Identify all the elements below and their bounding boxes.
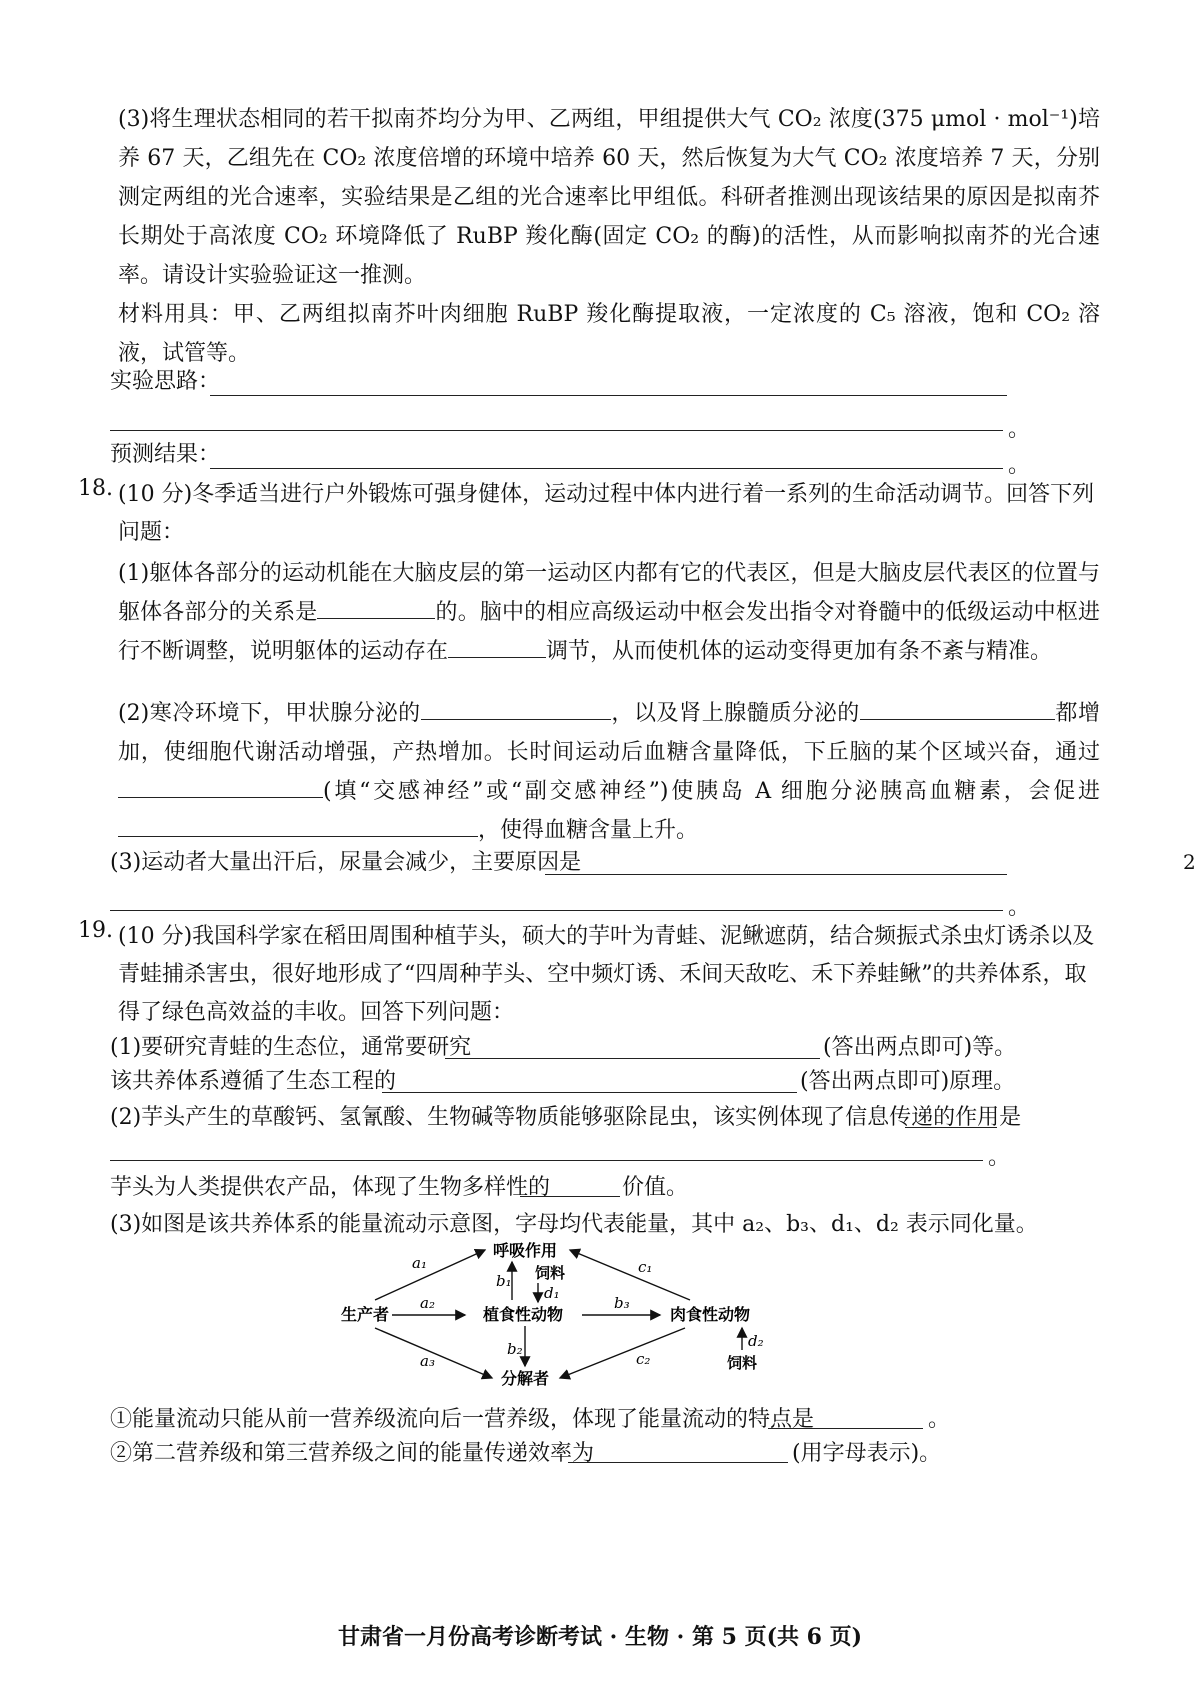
label-a2: a₂ bbox=[420, 1294, 435, 1312]
answer-line[interactable] bbox=[520, 1196, 620, 1197]
answer-line[interactable] bbox=[210, 395, 1007, 396]
period: 。 bbox=[1008, 895, 1031, 920]
page-footer: 甘肃省一月份高考诊断考试 · 生物 · 第 5 页(共 6 页) bbox=[337, 1624, 863, 1650]
q19-p2-text-b: 芋头为人类提供农产品，体现了生物多样性的 bbox=[110, 1175, 551, 1200]
node-feed-1: 饲料 bbox=[534, 1264, 566, 1282]
answer-line[interactable] bbox=[545, 874, 1007, 875]
answer-line[interactable] bbox=[110, 910, 1003, 911]
q19-p1-text-b: (答出两点即可)等。 bbox=[823, 1035, 1017, 1060]
label-b1: b₁ bbox=[496, 1272, 512, 1290]
answer-blank[interactable] bbox=[317, 598, 435, 619]
label-b3: b₃ bbox=[614, 1294, 630, 1312]
q18-p2-text-c: 都增加，使细胞代谢活动增强，产热增加。长时间运动后血糖含量降低，下丘脑的某个区域兴奋，通过 bbox=[118, 701, 1100, 765]
q17-materials: 材料用具：甲、乙两组拟南芥叶肉细胞 RuBP 羧化酶提取液，一定浓度的 C₅ 溶液，饱和 CO₂ 溶液，试管等。 bbox=[118, 302, 1100, 366]
answer-blank[interactable] bbox=[421, 699, 611, 720]
node-decomposer: 分解者 bbox=[500, 1369, 550, 1388]
answer-blank[interactable] bbox=[448, 637, 546, 658]
q18-p1-text-c: 调节，从而使机体的运动变得更加有条不紊与精准。 bbox=[546, 639, 1053, 664]
arrow-c2 bbox=[560, 1328, 685, 1378]
q18-p2-text-a: (2)寒冷环境下，甲状腺分泌的 bbox=[118, 701, 421, 726]
q19-p1-text-a: (1)要研究青蛙的生态位，通常要研究 bbox=[110, 1035, 472, 1060]
q19-p3-text: (3)如图是该共养体系的能量流动示意图，字母均代表能量，其中 a₂、b₃、d₁、d₂ 表示同化量。 bbox=[110, 1212, 1038, 1237]
q18-p2-text-d: (填“交感神经”或“副交感神经”)使胰岛 A 细胞分泌胰高血糖素，会促进 bbox=[323, 779, 1100, 804]
node-feed-2: 饲料 bbox=[726, 1354, 758, 1372]
label-d1: d₁ bbox=[544, 1284, 560, 1302]
answer-line[interactable] bbox=[445, 1058, 820, 1059]
answer-line[interactable] bbox=[768, 1428, 923, 1429]
q19-sub2-text-a: ②第二营养级和第三营养级之间的能量传递效率为 bbox=[110, 1441, 595, 1466]
answer-line[interactable] bbox=[568, 1462, 788, 1463]
q19-sub1-text: ①能量流动只能从前一营养级流向后一营养级，体现了能量流动的特点是 bbox=[110, 1407, 815, 1432]
answer-line[interactable] bbox=[110, 430, 1003, 431]
period: 。 bbox=[988, 1145, 1011, 1170]
answer-line[interactable] bbox=[905, 1127, 997, 1128]
question-number-19: 19. bbox=[78, 918, 113, 943]
arrow-a1 bbox=[375, 1250, 485, 1300]
q19-stem: (10 分)我国科学家在稻田周围种植芋头，硕大的芋叶为青蛙、泥鳅遮荫，结合频振式杀虫灯诱杀以及青蛙捕杀害虫，很好地形成了“四周种芋头、空中频灯诱、禾间天敌吃、禾下养蛙鳅”的共养体系，取得了绿色高效益的丰收。回答下列问题： bbox=[118, 924, 1095, 1025]
side-page-mark: 2 bbox=[1183, 850, 1196, 874]
q18-part2 bbox=[118, 694, 1100, 850]
q18-p2-text-b: ，以及肾上腺髓质分泌的 bbox=[610, 701, 860, 726]
label-c2: c₂ bbox=[636, 1350, 651, 1368]
q18-p1-text-b: 的。脑中的相应高级运动中枢会发出指令对脊髓中的低级运动中枢进行不断调整，说明躯体的运动存在 bbox=[118, 600, 1100, 664]
q19-p2-text-a: (2)芋头产生的草酸钙、氢氰酸、生物碱等物质能够驱除昆虫，该实例体现了信息传递的作用是 bbox=[110, 1105, 1022, 1130]
q18-p3-text: (3)运动者大量出汗后，尿量会减少，主要原因是 bbox=[110, 850, 582, 875]
q19-p1-text-d: (答出两点即可)原理。 bbox=[800, 1069, 1016, 1094]
node-respiration: 呼吸作用 bbox=[492, 1241, 558, 1260]
label-d2: d₂ bbox=[748, 1332, 764, 1350]
q18-part1 bbox=[118, 554, 1100, 671]
answer-blank[interactable] bbox=[860, 699, 1055, 720]
period: 。 bbox=[928, 1407, 951, 1432]
experiment-idea-label: 实验思路： bbox=[110, 369, 221, 394]
answer-blank[interactable] bbox=[118, 816, 478, 837]
q18-p1-text-a: (1)躯体各部分的运动机能在大脑皮层的第一运动区内都有它的代表区，但是大脑皮层代表区的位置与躯体各部分的关系是 bbox=[118, 561, 1100, 625]
answer-line[interactable] bbox=[110, 1160, 983, 1161]
q18-stem: (10 分)冬季适当进行户外锻炼可强身健体，运动过程中体内进行着一系列的生命活动调节。回答下列问题： bbox=[118, 482, 1095, 545]
q19-sub2-text-b: (用字母表示)。 bbox=[792, 1441, 942, 1466]
label-c1: c₁ bbox=[638, 1258, 653, 1276]
answer-line[interactable] bbox=[382, 1092, 797, 1093]
arrow-c1 bbox=[570, 1250, 690, 1300]
q19-p2-text-c: 价值。 bbox=[622, 1175, 689, 1200]
node-herbivore: 植食性动物 bbox=[482, 1305, 564, 1324]
energy-flow-diagram bbox=[320, 1238, 800, 1398]
label-a1: a₁ bbox=[412, 1254, 427, 1272]
period: 。 bbox=[1008, 417, 1031, 442]
answer-line[interactable] bbox=[210, 468, 1003, 469]
period: 。 bbox=[1008, 453, 1031, 478]
q19-p1-text-c: 该共养体系遵循了生态工程的 bbox=[110, 1069, 397, 1094]
q17-part3-intro: (3)将生理状态相同的若干拟南芥均分为甲、乙两组，甲组提供大气 CO₂ 浓度(375 μmol · mol⁻¹)培养 67 天，乙组先在 CO₂ 浓度倍增的环境中培养 60 天，然后恢复为大气 CO₂ 浓度培养 7 天，分别测定两组的光合速率，实验结果是乙组的光合速率比甲组低。科研者推测出现该结果的原因是拟南芥长期处于高浓度 CO₂ 环境降低了 RuBP 羧化酶(固定 CO₂ 的酶)的活性，从而影响拟南芥的光合速率。请设计实验验证这一推测。 bbox=[118, 107, 1100, 288]
predicted-result-label: 预测结果： bbox=[110, 442, 221, 467]
question-number-18: 18. bbox=[78, 476, 113, 501]
answer-blank[interactable] bbox=[118, 777, 323, 798]
label-a3: a₃ bbox=[420, 1352, 435, 1370]
q18-p2-text-e: ，使得血糖含量上升。 bbox=[478, 818, 699, 843]
node-carnivore: 肉食性动物 bbox=[669, 1305, 751, 1324]
node-producer: 生产者 bbox=[340, 1305, 390, 1324]
label-b2: b₂ bbox=[507, 1340, 523, 1358]
